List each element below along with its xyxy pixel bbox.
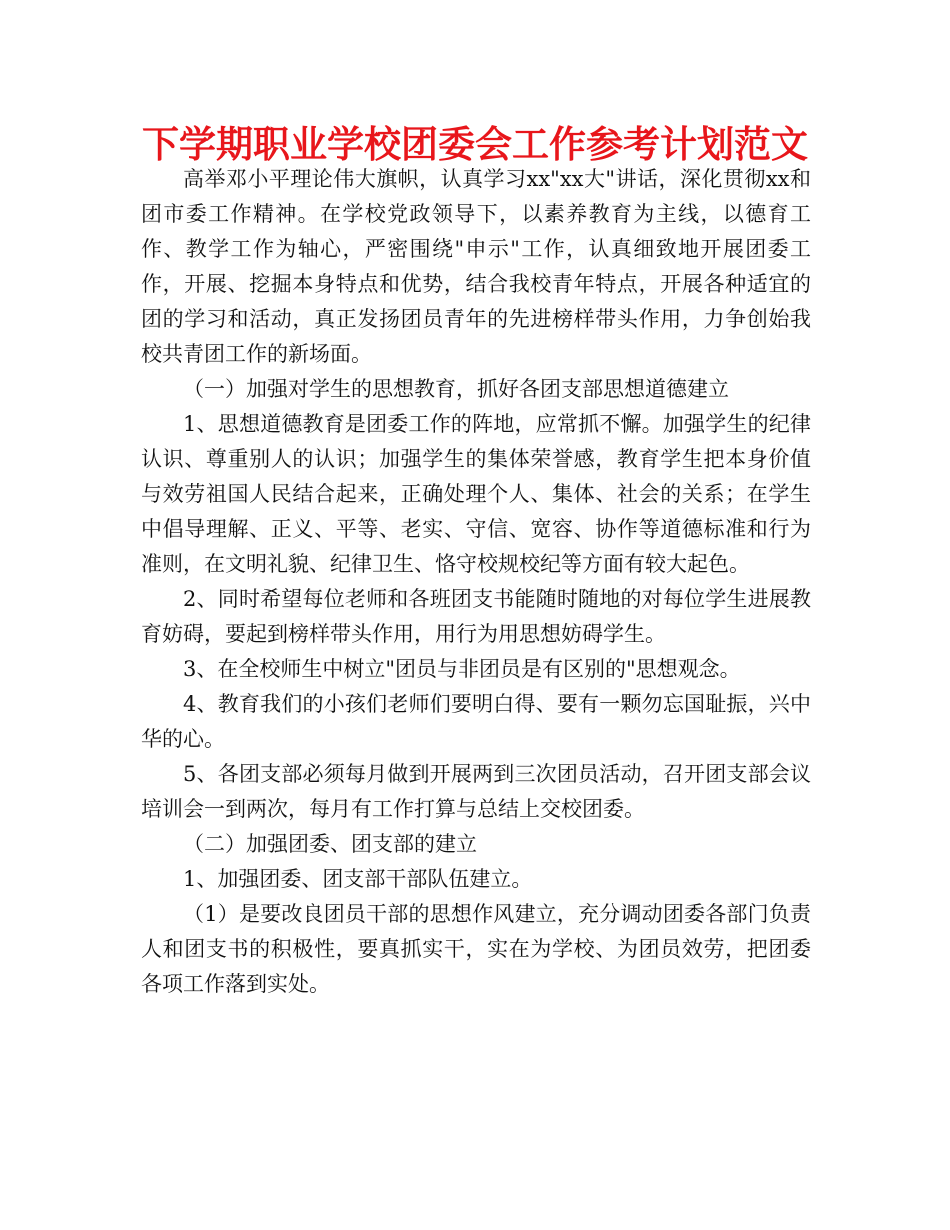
paragraph-item-4: 4、教育我们的小孩们老师们要明白得、要有一颗勿忘国耻振，兴中华的心。 xyxy=(141,692,811,751)
paragraph-item-5: 5、各团支部必须每月做到开展两到三次团员活动，召开团支部会议培训会一到两次，每月有工作打算与总结上交校团委。 xyxy=(141,762,811,821)
paragraph-subitem-1-1: （1）是要改良团员干部的思想作风建立，充分调动团委各部门负责人和团支书的积极性，要真抓实干，实在为学校、为团员效劳，把团委各项工作落到实处。 xyxy=(141,902,811,996)
section-heading-2: （二）加强团委、团支部的建立 xyxy=(183,832,477,856)
paragraph-intro: 高举邓小平理论伟大旗帜，认真学习xx"xx大"讲话，深化贯彻xx和团市委工作精神。在学校党政领导下，以素养教育为主线，以德育工作、教学工作为轴心，严密围绕"申示"工作，认真细致地开展团委工作，开展、挖掘本身特点和优势，结合我校青年特点，开展各种适宜的团的学习和活动，真正发扬团员青年的先进榜样带头作用，力争创始我校共青团工作的新场面。 xyxy=(141,167,811,366)
paragraph-item-2: 2、同时希望每位老师和各班团支书能随时随地的对每位学生进展教育妨碍，要起到榜样带头作用，用行为用思想妨碍学生。 xyxy=(141,587,811,646)
paragraph-item-1: 1、思想道德教育是团委工作的阵地，应常抓不懈。加强学生的纪律认识、尊重别人的认识；加强学生的集体荣誉感，教育学生把本身价值与效劳祖国人民结合起来，正确处理个人、集体、社会的关系；在学生中倡导理解、正义、平等、老实、守信、宽容、协作等道德标准和行为准则，在文明礼貌、纪律卫生、恪守校规校纪等方面有较大起色。 xyxy=(141,412,811,576)
paragraph-item-3: 3、在全校师生中树立"团员与非团员是有区别的"思想观念。 xyxy=(183,657,741,681)
document-title: 下学期职业学校团委会工作参考计划范文 xyxy=(142,123,808,166)
paragraph-subitem-1: 1、加强团委、团支部干部队伍建立。 xyxy=(183,867,533,891)
document-body xyxy=(141,162,811,1002)
section-heading-1: （一）加强对学生的思想教育，抓好各团支部思想道德建立 xyxy=(183,377,729,401)
